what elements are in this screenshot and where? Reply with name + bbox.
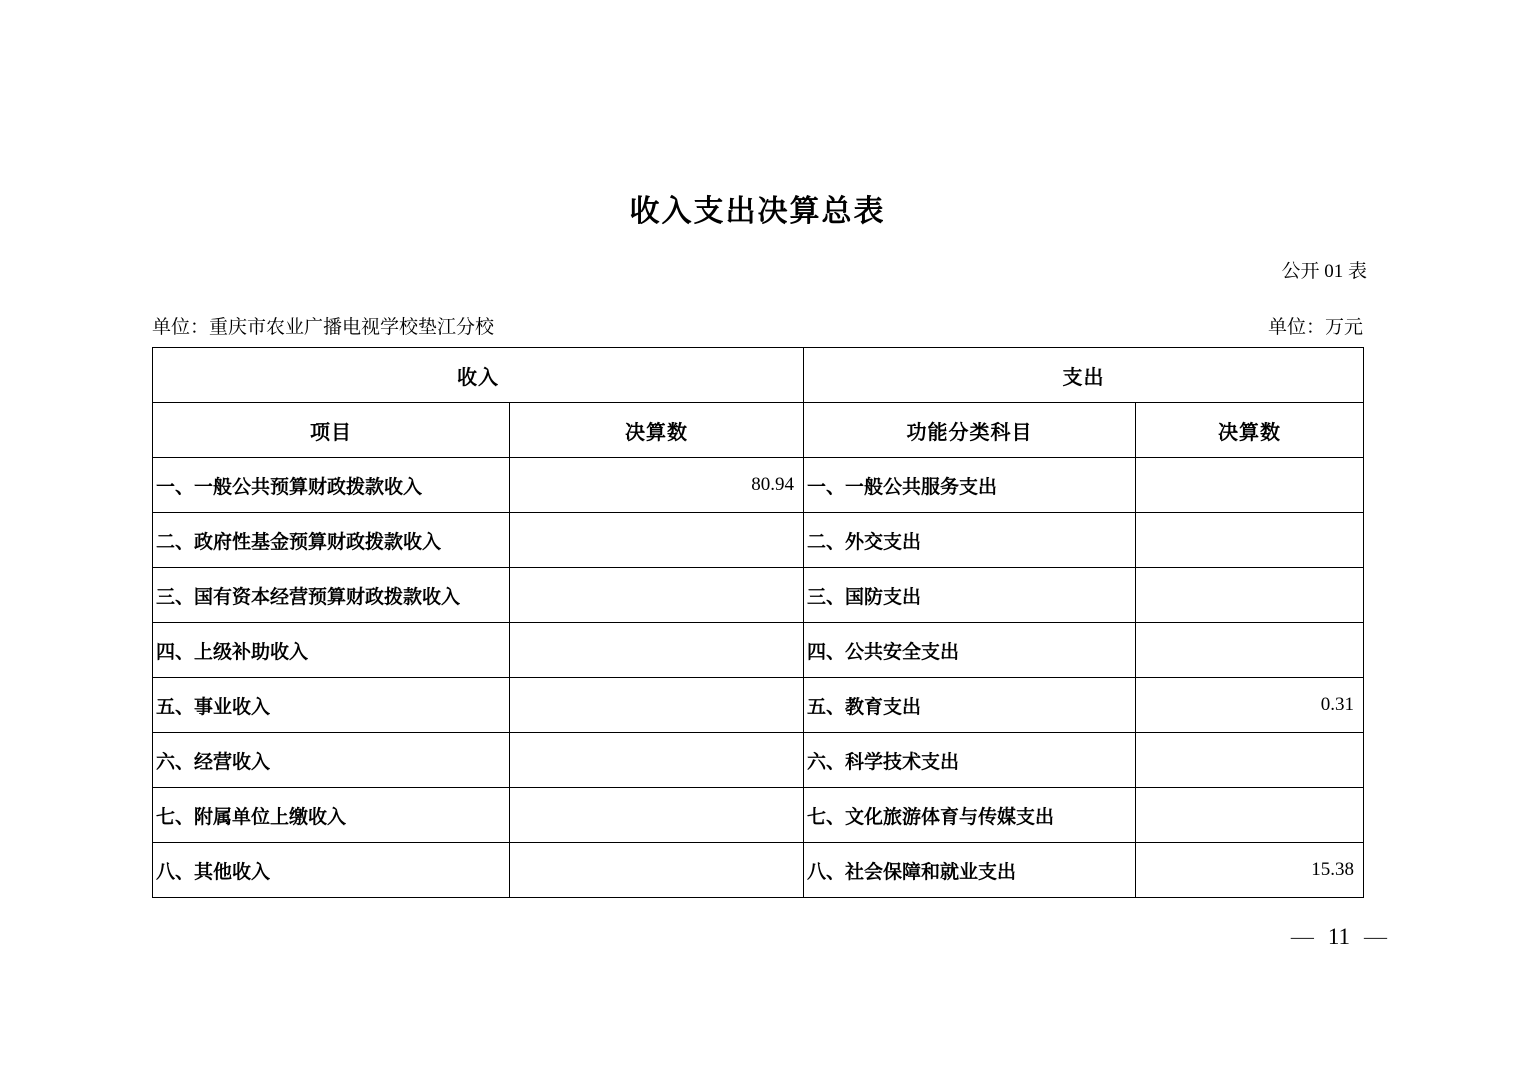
expense-value-cell <box>1136 513 1364 568</box>
page-number <box>1291 924 1387 950</box>
income-value-cell <box>510 623 804 678</box>
page-number-dash-right: — <box>1364 924 1387 949</box>
table-row <box>153 788 1364 843</box>
expense-value-cell <box>1136 568 1364 623</box>
col-header-expense-item: 功能分类科目 <box>804 403 1136 458</box>
expense-item-cell: 八、社会保障和就业支出 <box>804 843 1136 898</box>
income-group-header: 收入 <box>153 348 804 403</box>
expense-item-cell: 七、文化旅游体育与传媒支出 <box>804 788 1136 843</box>
expense-item-cell: 五、教育支出 <box>804 678 1136 733</box>
unit-row <box>152 312 1363 339</box>
income-value-cell: 80.94 <box>510 458 804 513</box>
income-value-cell <box>510 568 804 623</box>
table-row <box>153 513 1364 568</box>
table-row <box>153 458 1364 513</box>
expense-item-cell: 六、科学技术支出 <box>804 733 1136 788</box>
currency-unit-label: 单位：万元 <box>1267 317 1363 338</box>
table-code: 公开 01 表 <box>1281 261 1367 282</box>
income-value-cell <box>510 788 804 843</box>
income-item-cell: 六、经营收入 <box>153 733 510 788</box>
table-row <box>153 678 1364 733</box>
expense-item-cell: 二、外交支出 <box>804 513 1136 568</box>
col-header-income-amount: 决算数 <box>510 403 804 458</box>
expense-value-cell <box>1136 623 1364 678</box>
income-item-cell: 三、国有资本经营预算财政拨款收入 <box>153 568 510 623</box>
page-number-value: 11 <box>1327 924 1350 949</box>
table-row <box>153 843 1364 898</box>
reporting-unit-label: 单位：重庆市农业广播电视学校垫江分校 <box>152 317 495 338</box>
expense-value-cell <box>1136 458 1364 513</box>
group-header-row <box>153 348 1364 403</box>
expense-value-cell: 15.38 <box>1136 843 1364 898</box>
col-header-income-item: 项目 <box>153 403 510 458</box>
column-header-row <box>153 403 1364 458</box>
income-item-cell: 七、附属单位上缴收入 <box>153 788 510 843</box>
expense-item-cell: 一、一般公共服务支出 <box>804 458 1136 513</box>
income-value-cell <box>510 678 804 733</box>
income-item-cell: 二、政府性基金预算财政拨款收入 <box>153 513 510 568</box>
table-row <box>153 733 1364 788</box>
page-title: 收入支出决算总表 <box>629 195 886 228</box>
table-row <box>153 568 1364 623</box>
expense-value-cell: 0.31 <box>1136 678 1364 733</box>
expense-item-cell: 四、公共安全支出 <box>804 623 1136 678</box>
budget-summary-table <box>152 347 1364 898</box>
table-row <box>153 623 1364 678</box>
income-item-cell: 四、上级补助收入 <box>153 623 510 678</box>
expense-group-header: 支出 <box>804 348 1364 403</box>
expense-value-cell <box>1136 788 1364 843</box>
page-number-dash-left: — <box>1290 924 1314 949</box>
income-value-cell <box>510 733 804 788</box>
income-value-cell <box>510 513 804 568</box>
expense-item-cell: 三、国防支出 <box>804 568 1136 623</box>
income-value-cell <box>510 843 804 898</box>
col-header-expense-amount: 决算数 <box>1136 403 1364 458</box>
income-item-cell: 一、一般公共预算财政拨款收入 <box>153 458 510 513</box>
expense-value-cell <box>1136 733 1364 788</box>
income-item-cell: 八、其他收入 <box>153 843 510 898</box>
income-item-cell: 五、事业收入 <box>153 678 510 733</box>
